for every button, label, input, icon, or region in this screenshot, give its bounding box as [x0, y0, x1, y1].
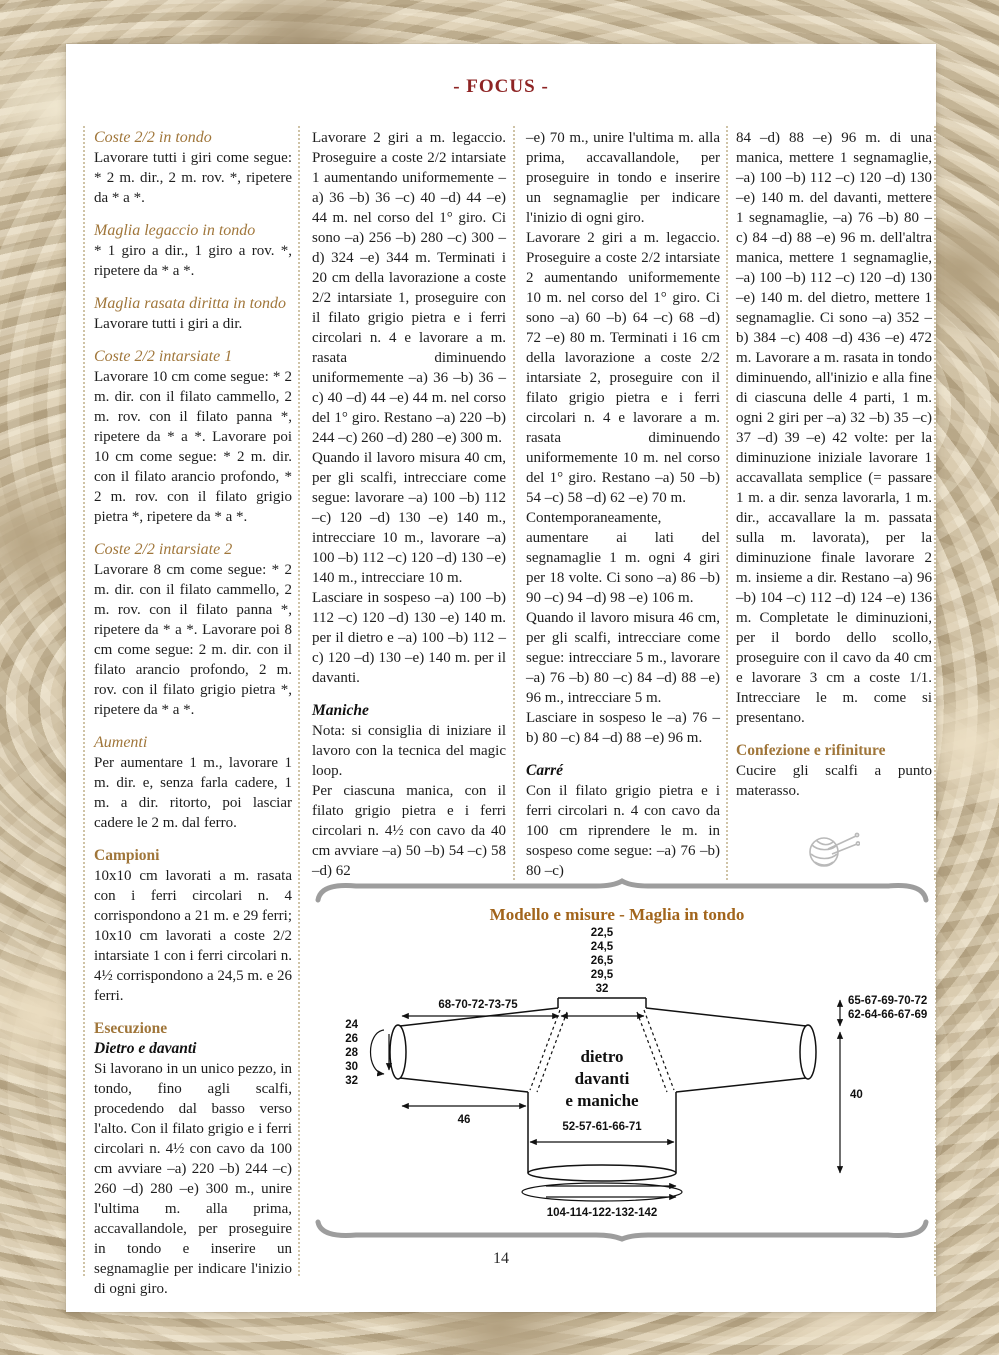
- shoulder-width-value: 68-70-72-73-75: [438, 999, 518, 1011]
- column-rule: [83, 126, 85, 1276]
- section-heading: Confezione e rifiniture: [736, 742, 886, 759]
- cuff-width-value: 28: [345, 1047, 358, 1059]
- cuff-width-value: 26: [345, 1033, 358, 1045]
- neck-width-value: 32: [595, 983, 609, 995]
- diagram-brace-top: [318, 881, 926, 900]
- section-heading: Coste 2/2 intarsiate 2: [94, 541, 233, 558]
- paragraph: Lasciare in sospeso –a) 100 –b) 112 –c) 120 –d) 130 –e) 140 m. per il dietro e –a) 100 –b) 112 –c) 120 –d) 130 –e) 140 m. per il davanti.: [312, 590, 506, 686]
- section-heading: Carré: [526, 762, 564, 779]
- neck-width-value: 24,5: [590, 941, 614, 953]
- chest-width-value: 52-57-61-66-71: [562, 1121, 642, 1133]
- piece-label: dietro: [580, 1047, 624, 1066]
- piece-label: e maniche: [565, 1091, 639, 1110]
- paragraph: Per aumentare 1 m., lavorare 1 m. dir. e, senza farla cadere, 1 m. a dir. ritorto, poi lasciar cadere le 2 m. dal ferro.: [94, 755, 292, 831]
- section-heading: Maglia legaccio in tondo: [94, 222, 256, 239]
- section-heading: Aumenti: [94, 734, 148, 751]
- cuff-width-value: 30: [345, 1061, 358, 1073]
- column-rule: [298, 126, 300, 1276]
- paragraph: Con il filato grigio pietra e i ferri circolari n. 4 con cavo da 100 cm riprendere le m. in sospeso come segue: –a) 76 –b) 80 –c): [526, 783, 720, 879]
- column-rule: [726, 126, 728, 880]
- column-3: [526, 128, 720, 881]
- paragraph: Lavorare tutti i giri come segue: * 2 m. dir., 2 m. rov. *, ripetere da * a *.: [94, 150, 292, 206]
- total-length-value: 65-67-69-70-72: [848, 995, 928, 1007]
- column-rule: [513, 126, 515, 880]
- paragraph: Si lavorano in un unico pezzo, in tondo, fino agli scalfi, procedendo dal basso verso l'alto. Con il filato grigio e i ferri circolari n. 4½ con cavo da 100 cm avviare –a) 220 –b) 244 –c) 260 –d) 280 –e) 300 m., unire l'ultima m. alla prima, accavallandole, per proseguire in tondo e inserire un segnamaglie per indicare l'inizio di ogni giro.: [94, 1061, 292, 1297]
- page-number: 14: [493, 1250, 509, 1267]
- paragraph: Lasciare in sospeso le –a) 76 –b) 80 –c) 84 –d) 88 –e) 96 m.: [526, 710, 720, 746]
- yarn-ball-icon: [798, 827, 932, 879]
- paragraph: Lavorare 8 cm come segue: * 2 m. dir. con il filato cammello, 2 m. rov. con il filato panna *, ripetere da * a *. Lavorare poi 8 cm come segue: 2 m. dir. con il filato arancio profondo, 2 m. rov. con il filato grigio pietra *, ripetere da * a *.: [94, 562, 292, 718]
- column-4: [736, 128, 932, 879]
- section-heading: Esecuzione: [94, 1020, 168, 1037]
- magazine-page: [66, 44, 936, 1312]
- paragraph: Per ciascuna manica, con il filato grigio pietra e i ferri circolari n. 4½ con cavo da 40 cm avviare –a) 50 –b) 54 –c) 58 –d) 62: [312, 783, 506, 879]
- sub-heading: Dietro e davanti: [94, 1040, 197, 1057]
- column-2: [312, 128, 506, 881]
- paragraph: Quando il lavoro misura 46 cm, per gli scalfi, intrecciare come segue: intrecciare 5 m., lavorare –a) 76 –b) 80 –c) 84 –d) 88 –e) 96 m., intrecciare 5 m.: [526, 610, 720, 706]
- neck-width-value: 29,5: [590, 969, 614, 981]
- piece-label: davanti: [574, 1069, 630, 1088]
- cuff-width-value: 24: [345, 1019, 358, 1031]
- paragraph: Cucire gli scalfi a punto materasso.: [736, 763, 932, 799]
- neck-width-value: 22,5: [590, 927, 614, 939]
- section-heading: Maglia rasata diritta in tondo: [94, 295, 287, 312]
- neck-width-value: 26,5: [590, 955, 614, 967]
- paragraph: Lavorare 2 giri a m. legaccio. Proseguire a coste 2/2 intarsiate 2 aumentando uniformemente 10 m. nel corso del 1° giro. Ci sono –a) 60 –b) 64 –c) 68 –d) 72 –e) 80 m. Terminati i 16 cm della lavorazione a coste 2/2 intarsiate 2, proseguire con il filato grigio pietra e i ferri circolari n. 4 e lavorare a m. rasata diminuendo uniformemente 10 m. nel corso del 1° giro. Restano –a) 50 –b) 54 –c) 58 –d) 62 –e) 70 m.: [526, 230, 720, 506]
- paragraph: 10x10 cm lavorati a m. rasata con i ferri circolari n. 4 corrispondono a 21 m. e 29 ferri; 10x10 cm lavorati a coste 2/2 intarsiate 1 con i ferri circolari n. 4½ corrispondono a 24,5 m. e 26 ferri.: [94, 868, 292, 1004]
- paragraph: 84 –d) 88 –e) 96 m. di una manica, mettere 1 segnamaglie, –a) 100 –b) 112 –c) 120 –d) 130 –e) 140 m. del davanti, mettere 1 segnamaglie, –a) 76 –b) 80 –c) 84 –d) 88 –e) 96 m. dell'altra manica, mettere 1 segnamaglie, –a) 100 –b) 112 –c) 120 –d) 130 –e) 140 m. del dietro, mettere 1 segnamaglie. Ci sono –a) 352 –b) 384 –c) 408 –d) 436 –e) 472 m. Lavorare a m. rasata in tondo diminuendo, all'inizio e alla fine di ciascuna delle 4 parti, 1 m. ogni 2 giri per –a) 32 –b) 35 –c) 37 –d) 39 –e) 42 volte: per la diminuzione iniziale lavorare 1 accavallata semplice (= passare 1 m. a dir. senza lavorarla, 1 m. dir., accavallare la m. passata sulla m. lavorata), per la diminuzione finale lavorare 2 m. insieme a dir. Restano –a) 96 –b) 104 –c) 112 –d) 124 –e) 136 m. Completate le diminuzioni, per il bordo dello scollo, proseguire con il cavo da 40 cm e lavorare 3 cm a coste 1/1. Intrecciare le m. come si presentano.: [736, 130, 932, 726]
- section-heading: Coste 2/2 intarsiate 1: [94, 348, 233, 365]
- section-heading: Coste 2/2 in tondo: [94, 129, 212, 146]
- cuff-width-value: 32: [345, 1075, 358, 1087]
- sweater-outline: [390, 998, 816, 1181]
- column-1: [94, 128, 292, 1299]
- paragraph: Contemporaneamente, aumentare ai lati del segnamaglie 1 m. ogni 4 giri per 18 volte. Ci sono –a) 86 –b) 90 –c) 94 –d) 98 –e) 106 m.: [526, 510, 720, 606]
- section-heading: Campioni: [94, 847, 160, 864]
- diagram-brace-bottom: [318, 1222, 926, 1239]
- diagram-title: Modello e misure - Maglia in tondo: [489, 905, 745, 924]
- page-title: - FOCUS -: [453, 76, 549, 97]
- paragraph: Lavorare 10 cm come segue: * 2 m. dir. con il filato cammello, 2 m. rov. con il filato panna *, ripetere da * a *. Lavorare poi 10 cm come segue: * 2 m. dir. con il filato arancio profondo, * 2 m. rov. con il filato grigio pietra *, ripetere da * a *.: [94, 369, 292, 525]
- paragraph: Nota: si consiglia di iniziare il lavoro con la tecnica del magic loop.: [312, 723, 506, 779]
- paragraph: –e) 70 m., unire l'ultima m. alla prima, accavallandole, per proseguire in tondo e inserire un segnamaglie per indicare l'inizio di ogni giro.: [526, 130, 720, 226]
- circumference-value: 104-114-122-132-142: [546, 1207, 658, 1219]
- paragraph: Quando il lavoro misura 40 cm, per gli scalfi, intrecciare come segue: lavorare –a) 100 –b) 112 –c) 120 –d) 130 –e) 140 m., intrecciare 10 m., lavorare –a) 100 –b) 112 –c) 120 –d) 130 –e) 140 m., intrecciare 10 m.: [312, 450, 506, 586]
- schematic-panel: [310, 880, 935, 1240]
- section-heading: Maniche: [312, 702, 369, 719]
- paragraph: Lavorare tutti i giri a dir.: [94, 316, 243, 332]
- paragraph: * 1 giro a dir., 1 giro a rov. *, ripetere da * a *.: [94, 243, 292, 279]
- body-height-value: 40: [850, 1089, 863, 1101]
- sleeve-length-value: 46: [457, 1114, 471, 1126]
- paragraph: Lavorare 2 giri a m. legaccio. Proseguire a coste 2/2 intarsiate 1 aumentando uniformemente –a) 36 –b) 36 –c) 40 –d) 44 –e) 44 m. nel corso del 1° giro. Ci sono –a) 256 –b) 280 –c) 300 –d) 324 –e) 344 m. Terminati i 20 cm della lavorazione a coste 2/2 intarsiate 1, proseguire con il filato grigio pietra e i ferri circolari n. 4 e lavorare a m. rasata diminuendo uniformemente –a) 36 –b) 36 –c) 40 –d) 44 –e) 44 m. nel corso del 1° giro. Restano –a) 220 –b) 244 –c) 260 –d) 280 –e) 300 m.: [312, 130, 506, 446]
- total-length-value: 62-64-66-67-69: [848, 1009, 928, 1021]
